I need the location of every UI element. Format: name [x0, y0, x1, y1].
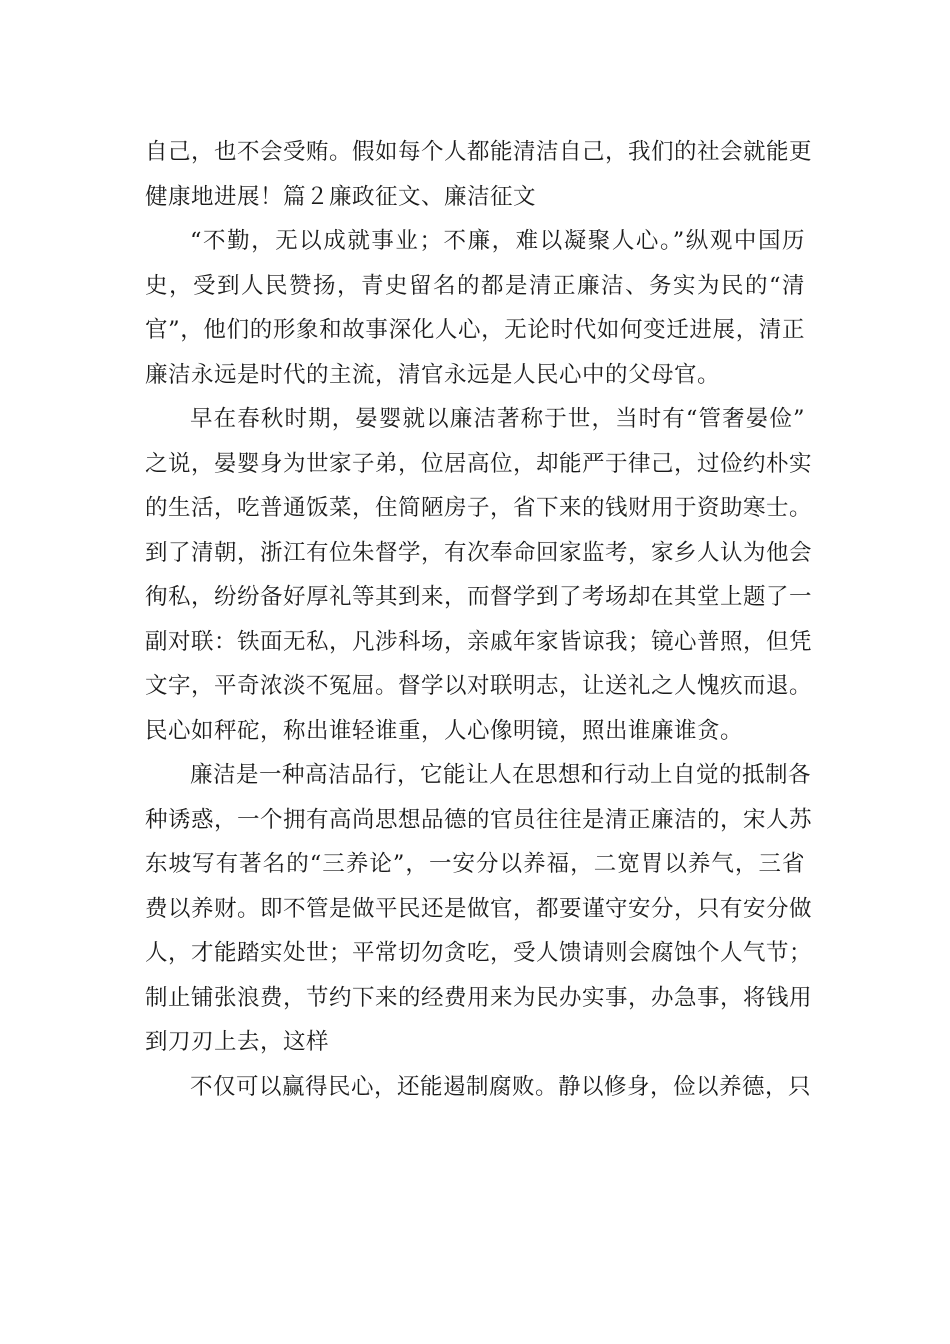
text-line: 不仅可以赢得民心，还能遏制腐败。静以修身，俭以养德，只	[190, 1073, 812, 1100]
text-line: 史，受到人民赞扬，青史留名的都是清正廉洁、务实为民的“清	[145, 272, 805, 299]
text-line: 的生活，吃普通饭菜，住简陋房子，省下来的钱财用于资助寒士。	[145, 495, 813, 521]
paragraph-2	[145, 219, 805, 397]
text-line: “不勤，无以成就事业；不廉，难以凝聚人心。”纵观中国历	[190, 228, 805, 254]
text-line: 制止铺张浪费，节约下来的经费用来为民办实事，办急事，将钱用	[145, 984, 813, 1011]
document-body	[145, 130, 813, 1109]
paragraph-5	[145, 1065, 812, 1110]
text-line: 早在春秋时期，晏婴就以廉洁著称于世，当时有“管奢晏俭”	[190, 406, 805, 432]
text-line: 廉洁是一种高洁品行，它能让人在思想和行动上自觉的抵制各	[190, 762, 812, 788]
text-line: 东坡写有著名的“三养论”，一安分以养福，二宽胃以养气，三省	[145, 851, 805, 877]
text-line: 自己，也不会受贿。假如每个人都能清洁自己，我们的社会就能更	[145, 139, 813, 165]
text-line: 之说，晏婴身为世家子弟，位居高位，却能严于律己，过俭约朴实	[145, 450, 813, 477]
text-line: 文字，平奇浓淡不冤屈。督学以对联明志，让送礼之人愧疚而退。	[145, 673, 813, 699]
text-line: 官”，他们的形象和故事深化人心，无论时代如何变迁进展，清正	[145, 317, 805, 343]
text-line: 健康地进展！篇２廉政征文、廉洁征文	[145, 183, 537, 210]
text-line: 廉洁永远是时代的主流，清官永远是人民心中的父母官。	[145, 361, 721, 388]
text-line: 徇私，纷纷备好厚礼等其到来，而督学到了考场却在其堂上题了一	[145, 584, 813, 610]
text-line: 民心如秤砣，称出谁轻谁重，人心像明镜，照出谁廉谁贪。	[145, 717, 744, 744]
text-line: 种诱惑，一个拥有高尚思想品德的官员往往是清正廉洁的，宋人苏	[145, 806, 813, 833]
paragraph-3	[145, 397, 813, 753]
text-line: 人，才能踏实处世；平常切勿贪吃，受人馈请则会腐蚀个人气节；	[145, 940, 813, 966]
paragraph-4	[145, 753, 813, 1065]
text-line: 费以养财。即不管是做平民还是做官，都要谨守安分，只有安分做	[145, 895, 813, 922]
paragraph-1	[145, 130, 813, 219]
text-line: 到了清朝，浙江有位朱督学，有次奉命回家监考，家乡人认为他会	[145, 539, 813, 566]
text-line: 到刀刃上去，这样	[145, 1029, 330, 1055]
text-line: 副对联：铁面无私，凡涉科场，亲戚年家皆谅我；镜心普照，但凭	[145, 628, 813, 655]
